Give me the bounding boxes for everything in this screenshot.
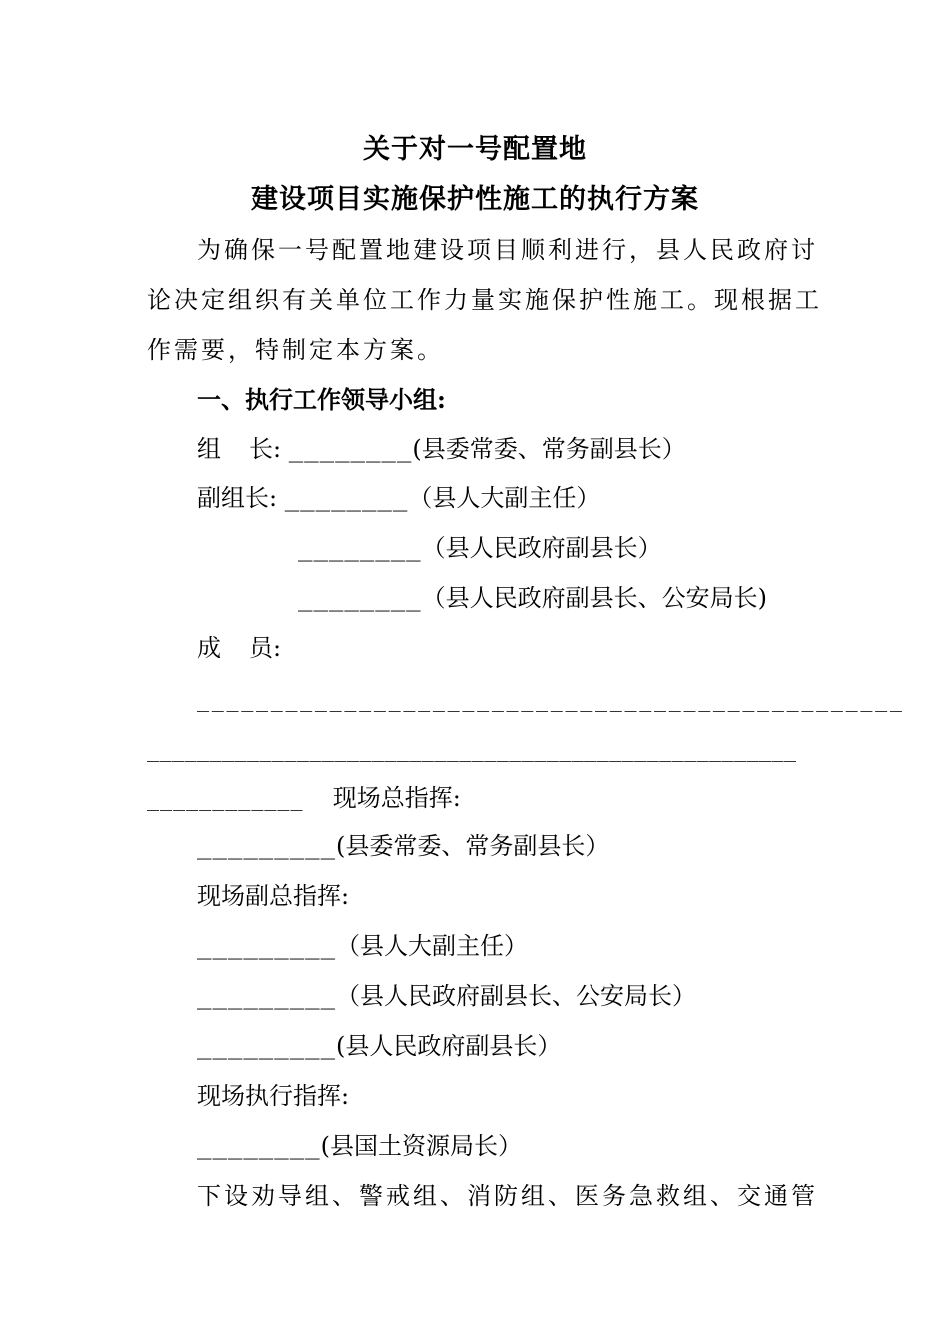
deputy-blank-1: ________ <box>284 484 409 512</box>
members-label <box>197 633 281 663</box>
commander-blank: _________ <box>197 832 337 860</box>
exec-commander-row <box>197 1131 522 1161</box>
vice-commander-role-3: (县人民政府副县长） <box>336 1032 562 1060</box>
deputy-role-3: （县人民政府副县长、公安局长) <box>421 584 767 612</box>
intro-paragraph-line-1: 为确保一号配置地建设项目顺利进行，县人民政府讨 <box>197 236 818 264</box>
commander-label: 现场总指挥: <box>332 784 461 812</box>
leader-blank: ________ <box>288 435 413 463</box>
vice-commander-row-2 <box>197 981 696 1011</box>
members-label-b: 员: <box>249 634 282 662</box>
deputy-blank-2: ________ <box>298 534 422 562</box>
groups-paragraph-line: 下设劝导组、警戒组、消防组、医务急救组、交通管 <box>197 1182 818 1210</box>
deputy-row-2 <box>298 533 662 563</box>
vice-commander-role-1: （县人大副主任） <box>336 932 529 960</box>
exec-commander-role: (县国土资源局长） <box>320 1132 522 1160</box>
deputy-blank-3: ________ <box>298 584 422 612</box>
deputy-row-3 <box>298 583 767 613</box>
intro-paragraph-line-3: 作需要，特制定本方案。 <box>147 336 444 364</box>
members-blank-line-1: ________________________________________________ <box>197 688 905 712</box>
vice-commander-row-3 <box>197 1031 561 1061</box>
vice-commander-label: 现场副总指挥: <box>197 882 350 910</box>
exec-commander-label: 现场执行指挥: <box>197 1082 350 1110</box>
leader-role: (县委常委、常务副县长） <box>412 435 686 463</box>
document-title-line-2: 建设项目实施保护性施工的执行方案 <box>251 184 699 215</box>
leader-row <box>197 434 686 464</box>
vice-commander-blank-1: _________ <box>197 932 337 960</box>
commander-heading-row <box>147 783 461 814</box>
commander-role: (县委常委、常务副县长） <box>336 832 610 860</box>
vice-commander-role-2: （县人民政府副县长、公安局长） <box>336 982 697 1010</box>
deputy-row-1 <box>197 483 600 513</box>
deputy-label: 副组长: <box>197 484 278 512</box>
vice-commander-blank-2: _________ <box>197 982 337 1010</box>
members-blank-line-2: ____________________________________________________ <box>147 738 797 762</box>
members-blank-line-3: ____________ <box>147 787 304 811</box>
vice-commander-blank-3: _________ <box>197 1032 337 1060</box>
deputy-role-2: （县人民政府副县长） <box>421 534 662 562</box>
leader-label-a: 组 <box>197 435 221 463</box>
deputy-role-1: （县人大副主任） <box>408 484 601 512</box>
leader-label-b: 长: <box>249 435 282 463</box>
section-heading: 一、执行工作领导小组: <box>197 385 446 414</box>
intro-paragraph-line-2: 论决定组织有关单位工作力量实施保护性施工。现根据工 <box>147 286 822 314</box>
vice-commander-row-1 <box>197 931 528 961</box>
commander-row <box>197 831 609 861</box>
exec-commander-blank: ________ <box>197 1132 321 1160</box>
members-label-a: 成 <box>197 634 221 662</box>
document-title-line-1: 关于对一号配置地 <box>363 134 587 165</box>
